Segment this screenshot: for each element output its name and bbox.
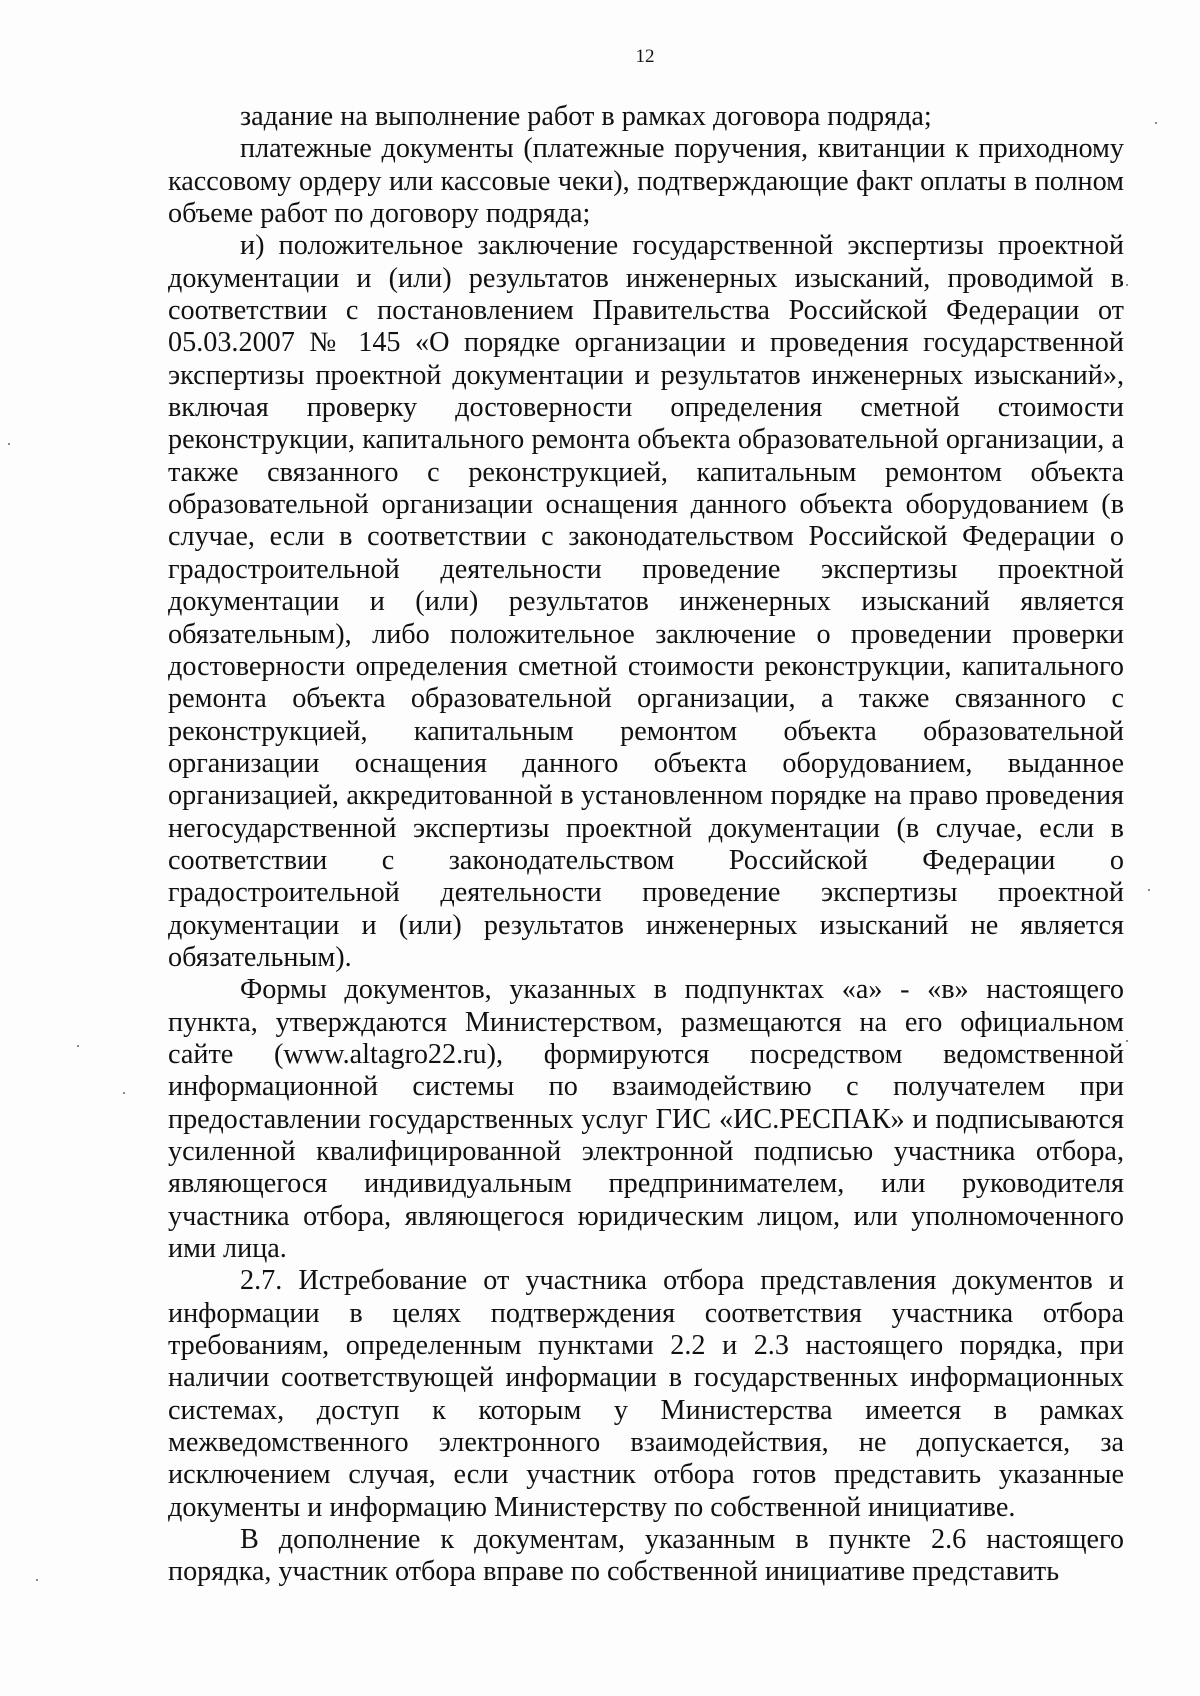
document-body: [168, 101, 1124, 1589]
page-number: 12: [635, 46, 655, 67]
paragraph-document-forms: Формы документов, указанных в подпунктах «а» - «в» настоящего пункта, утверждаются Министерством, размещаются на его официальном сайте (www.altagro22.ru), формируются посредством ведомственной информационной системы по взаимодействию с получателем при предоставлении государственных услуг ГИС «ИС.РЕСПАК» и подписываются усиленной квалифицированной электронной подписью участника отбора, являющегося индивидуальным предпринимателем, или руководителя участника отбора, являющегося юридическим лицом, или уполномоченного ими лица.: [168, 974, 1124, 1265]
paragraph-2-7: 2.7. Истребование от участника отбора представления документов и информации в целях подтверждения соответствия участника отбора требованиям, определенным пунктами 2.2 и 2.3 настоящего порядка, при наличии соответствующей информации в государственных информационных системах, доступ к которым у Министерства имеется в рамках межведомственного электронного взаимодействия, не допускается, за исключением случая, если участник отбора готов представить указанные документы и информацию Министерству по собственной инициативе.: [168, 1265, 1124, 1523]
paragraph-task: задание на выполнение работ в рамках договора подряда;: [240, 101, 932, 132]
paragraph-expertise-conclusion: и) положительное заключение государственной экспертизы проектной документации и (или) результатов инженерных изысканий, проводимой в соответствии с постановлением Правительства Российской Федерации от 05.03.2007 № 145 «О порядке организации и проведения государственной экспертизы проектной документации и результатов инженерных изысканий», включая проверку достоверности определения сметной стоимости реконструкции, капитального ремонта объекта образовательной организации, а также связанного с реконструкцией, капитальным ремонтом объекта образовательной организации оснащения данного объекта оборудованием (в случае, если в соответствии с законодательством Российской Федерации о градостроительной деятельности проведение экспертизы проектной документации и (или) результатов инженерных изысканий является обязательным), либо положительное заключение о проведении проверки достоверности определения сметной стоимости реконструкции, капитального ремонта объекта образовательной организации, а также связанного с реконструкцией, капитальным ремонтом объекта образовательной организации оснащения данного объекта оборудованием, выданное организацией, аккредитованной в установленном порядке на право проведения негосударственной экспертизы проектной документации (в случае, если в соответствии с законодательством Российской Федерации о градостроительной деятельности проведение экспертизы проектной документации и (или) результатов инженерных изысканий не является обязательным).: [168, 230, 1124, 973]
paragraph-payment-documents: платежные документы (платежные поручения, квитанции к приходному кассовому ордеру или кассовые чеки), подтверждающие факт оплаты в полном объеме работ по договору подряда;: [168, 133, 1124, 230]
paragraph-additional-documents: В дополнение к документам, указанным в пункте 2.6 настоящего порядка, участник отбора вправе по собственной инициативе представить: [168, 1524, 1124, 1588]
